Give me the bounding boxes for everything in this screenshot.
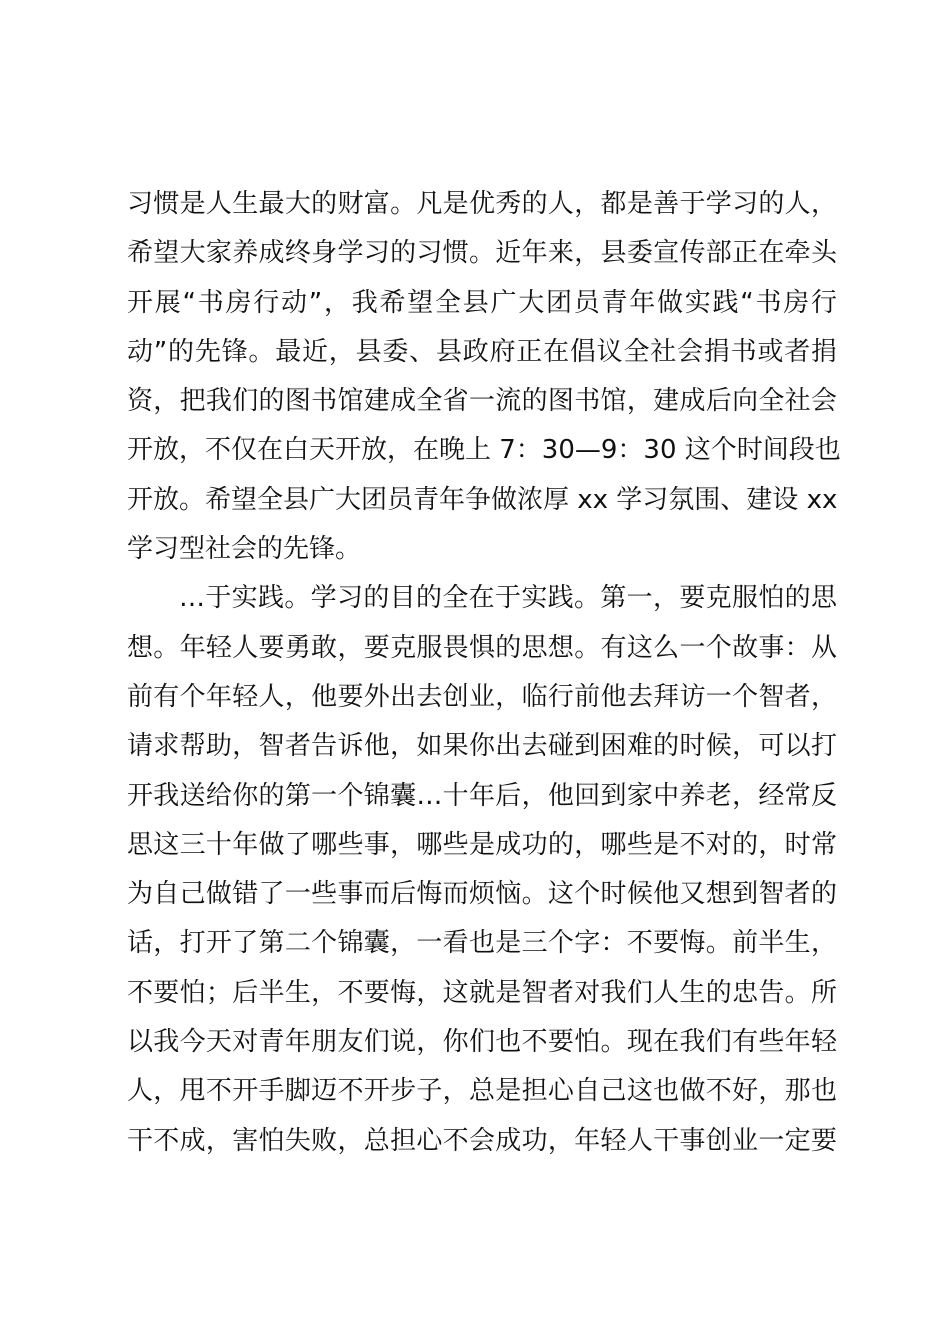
text-line: 习惯是人生最大的财富。凡是优秀的人，都是善于学习的人， xyxy=(127,189,837,219)
text-line: 以我今天对青年朋友们说，你们也不要怕。现在我们有些年轻 xyxy=(127,1027,837,1058)
text-line: 动”的先锋。最近，县委、县政府正在倡议全社会捐书或者捐 xyxy=(127,336,837,367)
text-line: 人，甩不开手脚迈不开步子，总是担心自己这也做不好，那也 xyxy=(127,1076,837,1107)
text-line: …于实践。学习的目的全在于实践。第一，要克服怕的思 xyxy=(179,583,837,614)
text-line: 话，打开了第二个锦囊，一看也是三个字：不要悔。前半生， xyxy=(127,928,837,959)
text-line: 学习型社会的先锋。 xyxy=(127,534,362,565)
text-line: 思这三十年做了哪些事，哪些是成功的，哪些是不对的，时常 xyxy=(127,829,837,860)
text-line: 不要怕；后半生，不要悔，这就是智者对我们人生的忠告。所 xyxy=(127,977,837,1008)
text-line: 开我送给你的第一个锦囊…十年后，他回到家中养老，经常反 xyxy=(127,780,837,811)
text-line: 开展“书房行动”，我希望全县广大团员青年做实践“书房行 xyxy=(127,287,837,318)
paragraph-1 xyxy=(127,180,841,574)
text-line: 干不成，害怕失败，总担心不会成功，年轻人干事创业一定要 xyxy=(127,1125,837,1156)
text-line: 开放，不仅在白天开放，在晚上 7：30—9：30 这个时间段也 xyxy=(127,435,841,466)
text-line: 希望大家养成终身学习的习惯。近年来，县委宣传部正在牵头 xyxy=(127,238,837,269)
text-line: 请求帮助，智者告诉他，如果你出去碰到困难的时候，可以打 xyxy=(127,731,837,762)
text-line: 前有个年轻人，他要外出去创业，临行前他去拜访一个智者， xyxy=(127,681,837,712)
text-line: 资，把我们的图书馆建成全省一流的图书馆，建成后向全社会 xyxy=(127,386,837,417)
paragraph-2 xyxy=(127,574,837,1166)
text-line: 开放。希望全县广大团员青年争做浓厚 xx 学习氛围、建设 xx xyxy=(127,484,838,515)
text-line: 想。年轻人要勇敢，要克服畏惧的思想。有这么一个故事：从 xyxy=(127,632,837,663)
body-text xyxy=(127,180,841,1166)
text-line: 为自己做错了一些事而后悔而烦恼。这个时候他又想到智者的 xyxy=(127,879,837,910)
